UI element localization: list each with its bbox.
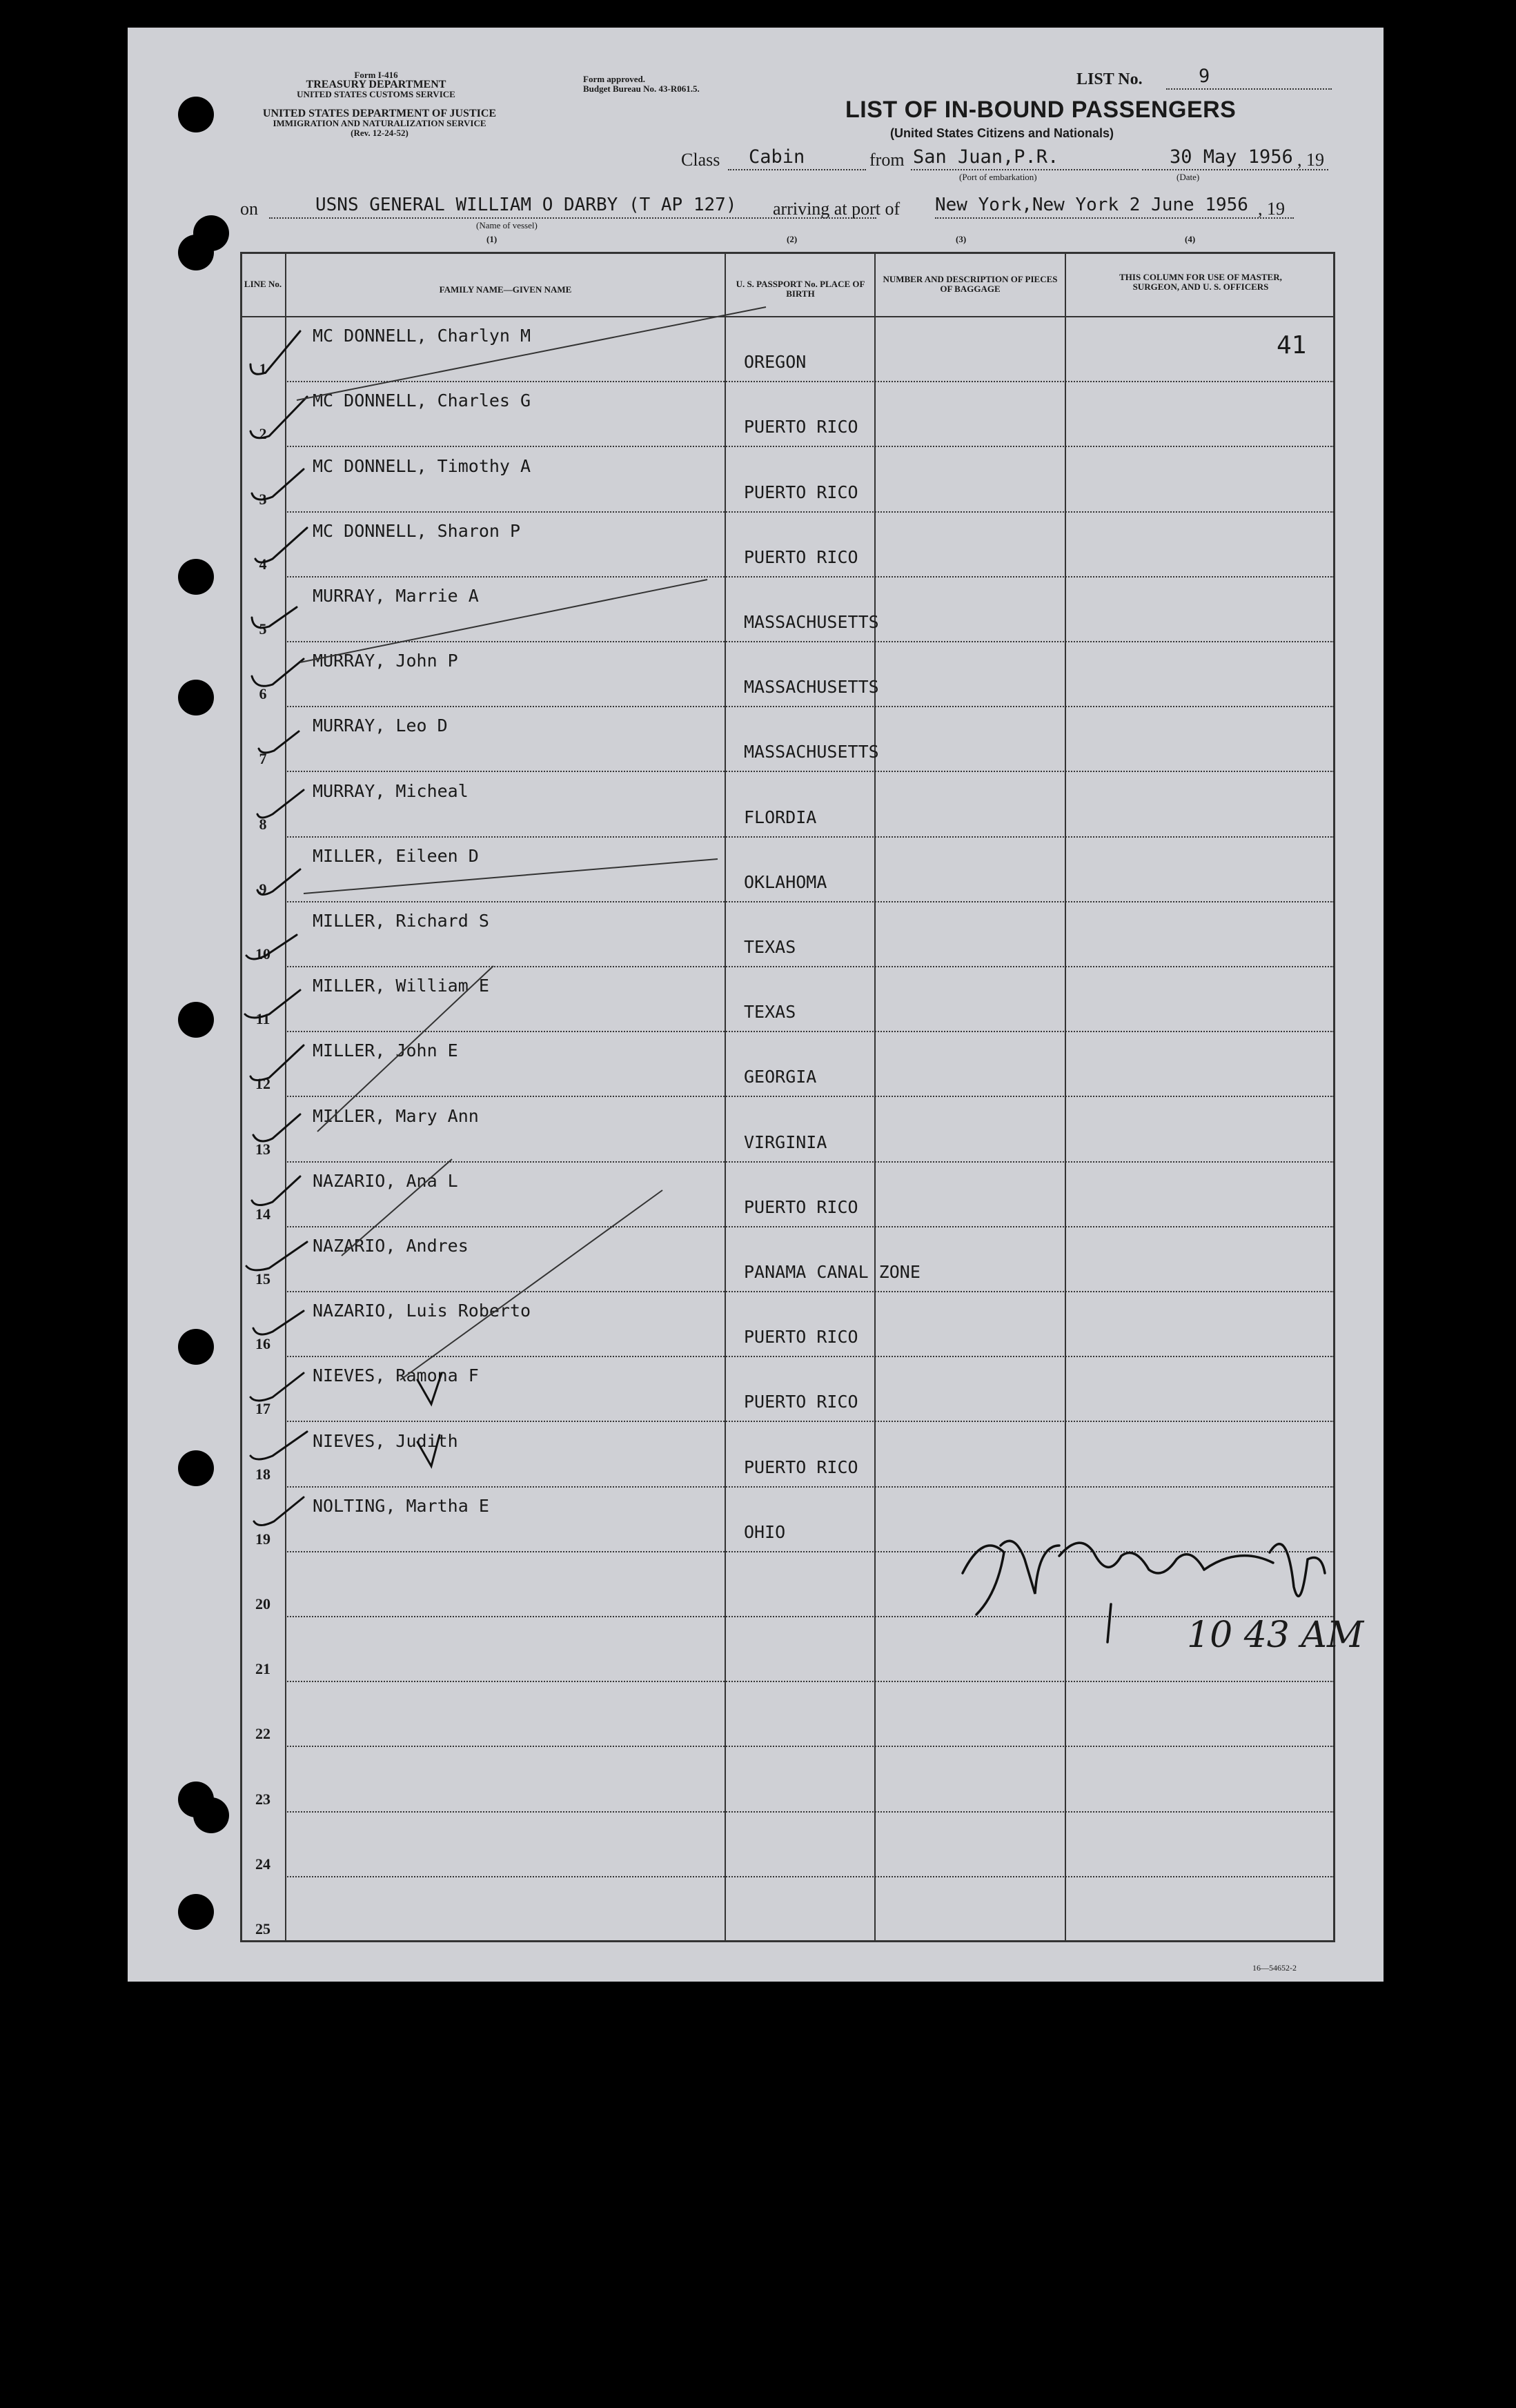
passenger-name: MURRAY, Leo D (313, 716, 448, 736)
year-suffix: , 19 (1297, 150, 1324, 170)
passenger-name: MC DONNELL, Sharon P (313, 520, 521, 541)
col-num-3: (3) (956, 234, 967, 244)
col-header-baggage: NUMBER AND DESCRIPTION OF PIECES OF BAGGAGE (883, 274, 1058, 294)
row-line-number: 10 (255, 945, 270, 963)
row-line-number: 7 (259, 750, 267, 768)
place-of-birth: PUERTO RICO (744, 1196, 858, 1217)
row-line-number: 12 (255, 1075, 270, 1093)
passenger-name: MC DONNELL, Timothy A (313, 455, 531, 476)
row-line-number: 8 (259, 815, 267, 833)
place-of-birth: FLORDIA (744, 807, 817, 827)
row-line-number: 22 (255, 1725, 270, 1743)
row-line-number: 13 (255, 1140, 270, 1158)
budget-bureau: Budget Bureau No. 43-R061.5. (583, 83, 700, 94)
embark-caption: (Port of embarkation) (959, 172, 1037, 182)
passenger-name: MC DONNELL, Charles G (313, 391, 531, 411)
form-code: 16—54652-2 (1252, 1963, 1297, 1973)
on-label: on (240, 199, 258, 219)
place-of-birth: PUERTO RICO (744, 1457, 858, 1477)
arriving-label: arriving at port of (773, 199, 900, 219)
row-line-number: 23 (255, 1790, 270, 1808)
passenger-name: MURRAY, Micheal (313, 780, 469, 801)
class-value: Cabin (749, 146, 805, 168)
row-line-number: 5 (259, 620, 267, 638)
manifest-sheet (128, 28, 1384, 1982)
place-of-birth: TEXAS (744, 1002, 796, 1023)
from-label: from (869, 150, 905, 170)
row-line-number: 18 (255, 1465, 270, 1483)
row-line-number: 4 (259, 555, 267, 573)
form-number: Form I-416 (354, 70, 398, 80)
row-line-number: 21 (255, 1660, 270, 1678)
passenger-name: NIEVES, Judith (313, 1430, 458, 1451)
passenger-name: MC DONNELL, Charlyn M (313, 326, 531, 346)
place-of-birth: MASSACHUSETTS (744, 677, 879, 698)
passenger-name: MILLER, Eileen D (313, 845, 479, 866)
year-suffix-2: , 19 (1258, 199, 1285, 219)
row-line-number: 19 (255, 1530, 270, 1548)
row-line-number: 11 (255, 1010, 270, 1028)
page-subtitle: (United States Citizens and Nationals) (890, 126, 1114, 140)
passenger-name: NAZARIO, Andres (313, 1236, 469, 1256)
signature-time: 10 43 AM (1187, 1615, 1364, 1656)
row-line-number: 25 (255, 1920, 270, 1937)
row-line-number: 6 (259, 685, 267, 703)
passenger-name: NAZARIO, Luis Roberto (313, 1301, 531, 1321)
place-of-birth: TEXAS (744, 937, 796, 957)
passenger-name: NAZARIO, Ana L (313, 1170, 458, 1191)
col-header-officers: THIS COLUMN FOR USE OF MASTER, SURGEON, AND U. S. OFFICERS (1119, 272, 1282, 292)
vessel-caption: (Name of vessel) (476, 220, 538, 230)
treasury-dept: TREASURY DEPARTMENT (306, 79, 446, 90)
passenger-name: MURRAY, Marrie A (313, 586, 479, 606)
col-header-name: FAMILY NAME—GIVEN NAME (439, 284, 572, 295)
passenger-name: MILLER, William E (313, 976, 489, 996)
passenger-name: MILLER, Mary Ann (313, 1105, 479, 1126)
list-no-value: 9 (1199, 66, 1210, 87)
row-line-number: 2 (259, 425, 267, 443)
row-line-number: 14 (255, 1205, 270, 1223)
row-line-number: 15 (255, 1270, 270, 1287)
customs-service: UNITED STATES CUSTOMS SERVICE (297, 89, 455, 99)
officer-note: 41 (1277, 331, 1307, 359)
place-of-birth: MASSACHUSETTS (744, 742, 879, 762)
place-of-birth: PUERTO RICO (744, 546, 858, 567)
row-line-number: 24 (255, 1855, 270, 1873)
handwritten-marks (128, 28, 1384, 1982)
place-of-birth: OHIO (744, 1521, 786, 1542)
row-line-number: 20 (255, 1595, 270, 1612)
arrival-value: New York,New York 2 June 1956 (935, 195, 1248, 215)
embarkation-value: San Juan,P.R. (913, 146, 1059, 168)
revision: (Rev. 12-24-52) (351, 128, 408, 138)
ins-service: IMMIGRATION AND NATURALIZATION SERVICE (273, 118, 486, 128)
col-header-birth: U. S. PASSPORT No. PLACE OF BIRTH (736, 279, 865, 299)
place-of-birth: VIRGINIA (744, 1132, 827, 1152)
passenger-name: MILLER, Richard S (313, 911, 489, 931)
place-of-birth: OKLAHOMA (744, 871, 827, 892)
place-of-birth: MASSACHUSETTS (744, 612, 879, 632)
page-title: LIST OF IN-BOUND PASSENGERS (845, 97, 1237, 123)
place-of-birth: PUERTO RICO (744, 417, 858, 437)
place-of-birth: PANAMA CANAL ZONE (744, 1262, 921, 1282)
place-of-birth: GEORGIA (744, 1067, 817, 1087)
row-line-number: 17 (255, 1400, 270, 1418)
date-caption: (Date) (1177, 172, 1200, 182)
list-no-label: LIST No. (1076, 70, 1143, 88)
passenger-name: NIEVES, Ramona F (313, 1365, 479, 1386)
row-line-number: 3 (259, 490, 267, 508)
justice-dept: UNITED STATES DEPARTMENT OF JUSTICE (262, 108, 497, 119)
vessel-value: USNS GENERAL WILLIAM O DARBY (T AP 127) (315, 195, 737, 215)
col-header-line-no: LINE No. (244, 279, 282, 289)
row-line-number: 16 (255, 1335, 270, 1353)
col-num-1: (1) (486, 234, 498, 244)
place-of-birth: PUERTO RICO (744, 482, 858, 502)
passenger-name: NOLTING, Martha E (313, 1495, 489, 1516)
row-line-number: 1 (259, 360, 267, 378)
form-approved: Form approved. (583, 74, 646, 84)
place-of-birth: PUERTO RICO (744, 1327, 858, 1348)
date-value: 30 May 1956 (1170, 146, 1293, 168)
row-line-number: 9 (259, 880, 267, 898)
class-label: Class (681, 150, 720, 170)
place-of-birth: PUERTO RICO (744, 1392, 858, 1412)
passenger-name: MILLER, John E (313, 1040, 458, 1061)
col-num-2: (2) (787, 234, 798, 244)
col-num-4: (4) (1185, 234, 1196, 244)
place-of-birth: OREGON (744, 352, 807, 373)
passenger-name: MURRAY, John P (313, 651, 458, 671)
